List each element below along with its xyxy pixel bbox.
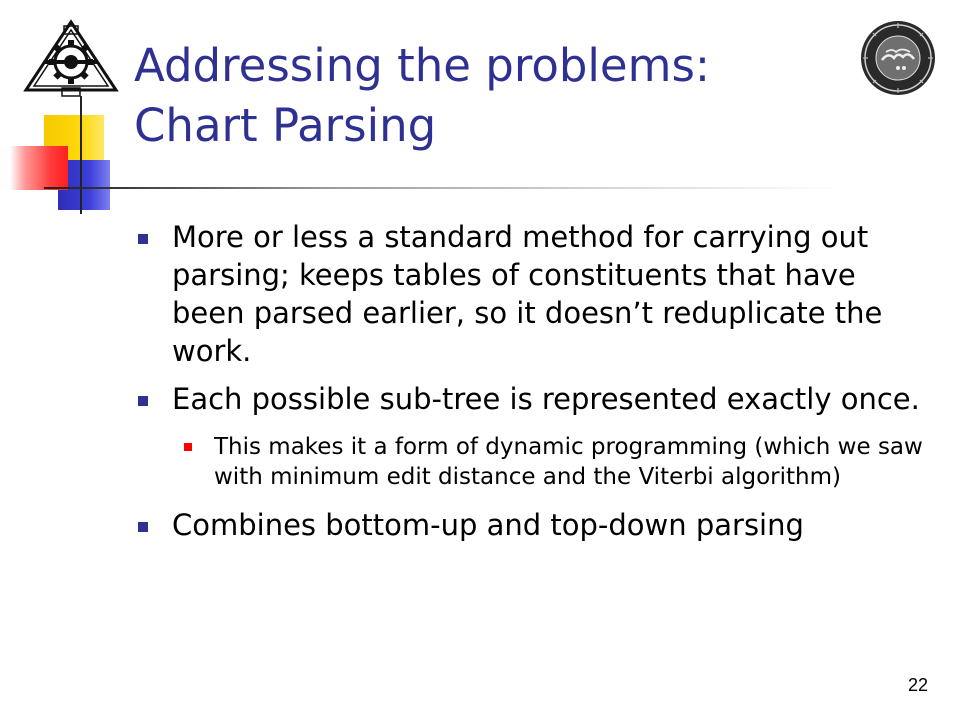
title-underline-rule xyxy=(44,187,844,189)
bullet-text: Combines bottom-up and top-down parsing xyxy=(172,508,804,542)
bullet-list xyxy=(134,218,924,554)
slide-title-line-1: Addressing the problems: xyxy=(134,39,711,92)
page-number: 22 xyxy=(907,675,928,695)
bullet-square-icon xyxy=(138,522,148,532)
bullet-item xyxy=(134,506,924,544)
bullet-item xyxy=(134,218,924,370)
sub-bullet-square-icon xyxy=(184,443,192,451)
bullet-text: More or less a standard method for carrying out parsing; keeps tables of constituents that have been parsed earlier, so it doesn’t reduplicate the work. xyxy=(172,220,883,368)
decorative-vertical-line xyxy=(80,96,82,214)
decorative-red-square xyxy=(10,146,68,190)
bullet-text: Each possible sub-tree is represented exactly once. xyxy=(172,382,920,416)
slide-title xyxy=(134,36,854,156)
bullet-square-icon xyxy=(138,396,148,406)
university-gear-emblem-icon xyxy=(20,16,122,98)
bullet-item xyxy=(134,380,924,418)
sub-bullet-item xyxy=(134,432,924,492)
sub-bullet-text: This makes it a form of dynamic programming (which we saw with minimum edit distance and the Viterbi algorithm) xyxy=(214,434,923,490)
slide-title-line-2: Chart Parsing xyxy=(134,99,437,152)
bullet-square-icon xyxy=(138,234,148,244)
university-round-seal-icon xyxy=(858,18,938,98)
